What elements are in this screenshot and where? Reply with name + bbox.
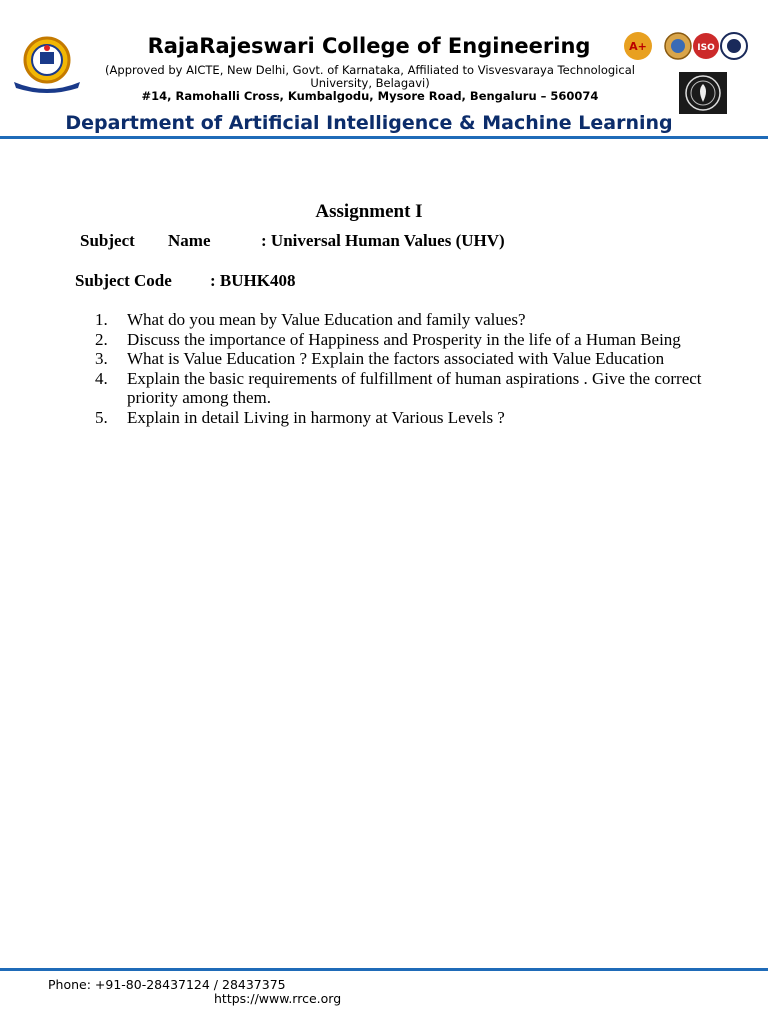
question-list — [95, 310, 735, 428]
footer-website-link[interactable]: https://www.rrce.org — [214, 991, 342, 1006]
list-item — [95, 408, 735, 428]
question-text: Discuss the importance of Happiness and Prosperity in the life of a Human Being — [127, 329, 681, 349]
seal-badge-icon — [721, 33, 747, 59]
footer-phone: Phone: +91-80-28437124 / 28437375 — [48, 977, 286, 992]
question-number: 3. — [95, 349, 108, 369]
list-item — [95, 330, 735, 350]
svg-text:A+: A+ — [629, 40, 647, 53]
list-item — [95, 310, 735, 330]
list-item — [95, 349, 735, 369]
question-number: 1. — [95, 310, 108, 329]
question-number: 5. — [95, 407, 108, 427]
approval-line: (Approved by AICTE, New Delhi, Govt. of Karnataka, Affiliated to Visvesvaraya Technological University, Belagavi) — [105, 63, 635, 90]
question-number: 2. — [95, 329, 108, 349]
question-number: 4. — [95, 368, 108, 388]
subject-label: Subject — [80, 231, 135, 250]
college-address: #14, Ramohalli Cross, Kumbalgodu, Mysore Road, Bengaluru – 560074 — [141, 89, 599, 103]
department-emblem-icon — [679, 72, 727, 114]
college-name: RajaRajeswari College of Engineering — [147, 34, 591, 58]
iso-badge-icon — [693, 33, 719, 59]
question-text: Explain in detail Living in harmony at Various Levels ? — [127, 407, 505, 427]
subject-value: : Universal Human Values (UHV) — [261, 231, 505, 250]
nba-badge-icon — [665, 33, 691, 59]
question-text: What do you mean by Value Education and family values? — [127, 310, 526, 329]
subject-name-label: Name — [168, 231, 211, 250]
naac-badge-icon — [624, 32, 652, 60]
question-text: What is Value Education ? Explain the factors associated with Value Education — [127, 349, 665, 369]
footer-divider — [0, 968, 768, 971]
question-text: Explain the basic requirements of fulfillment of human aspirations . Give the correct priority among them. — [127, 368, 702, 408]
list-item — [95, 369, 735, 408]
assignment-title: Assignment I — [315, 201, 423, 222]
subject-code-label: Subject Code — [75, 271, 172, 290]
header-divider — [0, 136, 768, 139]
subject-code-value: : BUHK408 — [210, 271, 296, 290]
department-name: Department of Artificial Intelligence & Machine Learning — [65, 112, 673, 134]
svg-text:ISO: ISO — [697, 43, 715, 53]
accreditation-badges — [620, 30, 750, 62]
